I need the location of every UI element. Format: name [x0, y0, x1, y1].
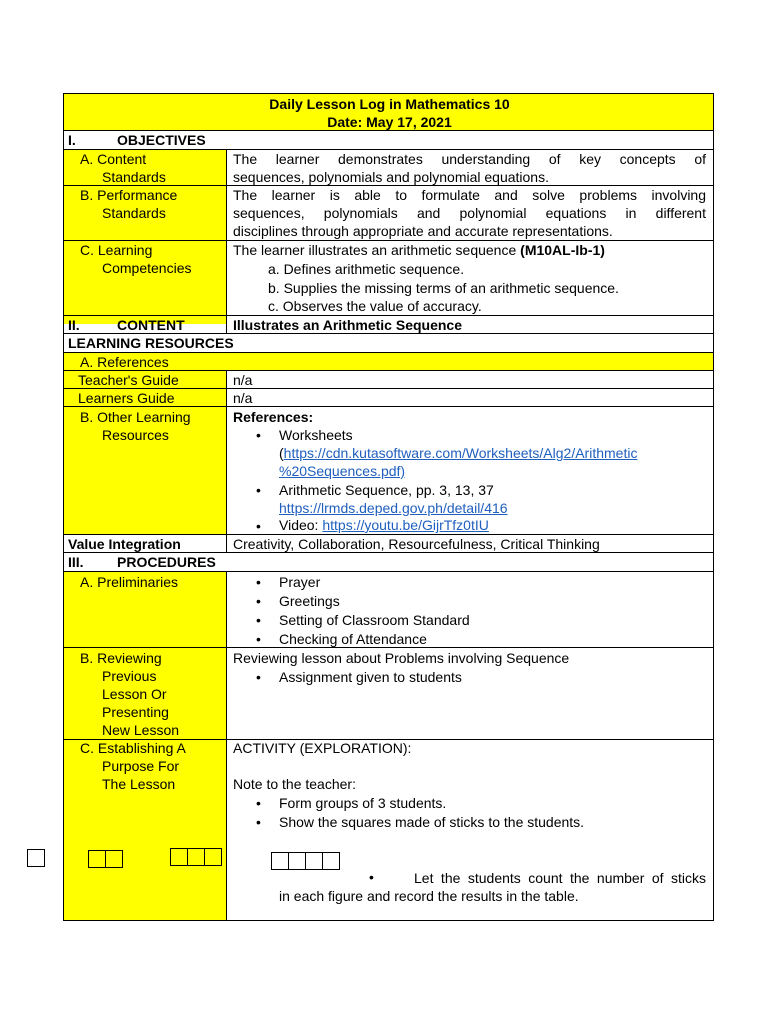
performance-standards-text-1: The learner is able to formulate and solve problems involving — [233, 187, 706, 203]
objectives-heading: OBJECTIVES — [117, 132, 206, 148]
preliminary-item: Greetings — [279, 593, 340, 609]
count-instruction-1: Let the students count the number of sticks — [414, 870, 706, 886]
reviewing-text: Reviewing lesson about Problems involving Sequence — [233, 650, 570, 666]
preliminaries-label: A. Preliminaries — [80, 574, 179, 590]
establishing-item: Show the squares made of sticks to the students. — [279, 814, 585, 830]
content-heading: CONTENT — [117, 317, 185, 333]
learning-resources-heading: LEARNING RESOURCES — [68, 335, 234, 351]
document-date: Date: May 17, 2021 — [327, 114, 452, 130]
figure-squares-2 — [88, 850, 123, 868]
performance-standards-text-2: sequences, polynomials and polynomial equations in different — [233, 205, 706, 221]
procedures-heading: PROCEDURES — [117, 554, 216, 570]
video-label: Video: — [279, 517, 323, 533]
content-standards-label-2: Standards — [102, 169, 166, 185]
objectives-number: I. — [68, 132, 76, 148]
reviewing-label-5: New Lesson — [102, 722, 180, 738]
value-integration-value: Creativity, Collaboration, Resourcefulness, Critical Thinking — [233, 536, 600, 552]
competency-item: b. Supplies the missing terms of an arithmetic sequence. — [268, 280, 619, 296]
value-integration-label: Value Integration — [68, 536, 181, 552]
figure-squares-3 — [170, 848, 222, 866]
worksheets-link[interactable]: https://cdn.kutasoftware.com/Worksheets/Alg2/Arithmetic — [283, 445, 638, 461]
performance-standards-label-2: Standards — [102, 205, 166, 221]
teachers-guide-value: n/a — [233, 372, 253, 388]
book-link[interactable]: https://lrmds.deped.gov.ph/detail/416 — [279, 500, 508, 516]
performance-standards-text-3: disciplines through appropriate and accurate representations. — [233, 223, 613, 239]
bullet-icon: • — [256, 518, 261, 534]
bullet-icon: • — [256, 612, 261, 628]
bullet-icon: • — [256, 593, 261, 609]
bullet-icon: • — [256, 631, 261, 647]
references-label: A. References — [80, 354, 169, 370]
video-reference — [279, 516, 489, 534]
figure-square-1 — [27, 849, 45, 867]
establishing-item: Form groups of 3 students. — [279, 795, 447, 811]
content-standards-label: A. Content — [80, 151, 147, 167]
activity-heading: ACTIVITY (EXPLORATION): — [233, 740, 412, 756]
performance-standards-label: B. Performance — [80, 187, 178, 203]
bullet-icon: • — [256, 482, 261, 498]
establishing-label-3: The Lesson — [102, 776, 176, 792]
competency-item: a. Defines arithmetic sequence. — [268, 261, 465, 277]
document-title: Daily Lesson Log in Mathematics 10 — [269, 96, 510, 112]
reviewing-label-3: Lesson Or — [102, 686, 167, 702]
video-link[interactable]: https://youtu.be/GijrTfz0tIU — [322, 517, 489, 533]
competencies-intro-text: The learner illustrates an arithmetic sequence — [233, 242, 521, 258]
establishing-label-2: Purpose For — [102, 758, 180, 774]
learning-competencies-label: C. Learning — [80, 242, 153, 258]
bullet-icon: • — [256, 669, 261, 685]
reviewing-label: B. Reviewing — [80, 650, 162, 666]
competency-code: (M10AL-Ib-1) — [520, 242, 605, 258]
learners-guide-label: Learners Guide — [78, 390, 175, 406]
worksheets-item: Worksheets — [279, 427, 353, 443]
preliminary-item: Prayer — [279, 574, 321, 590]
reviewing-item: Assignment given to students — [279, 669, 462, 685]
content-number: II. — [68, 317, 80, 333]
book-reference: Arithmetic Sequence, pp. 3, 13, 37 — [279, 482, 494, 498]
competency-item: c. Observes the value of accuracy. — [268, 298, 482, 314]
procedures-number: III. — [68, 554, 84, 570]
bullet-icon: • — [369, 869, 374, 885]
bullet-icon: • — [256, 795, 261, 811]
lesson-log-table — [63, 93, 714, 921]
teacher-note: Note to the teacher: — [233, 776, 356, 792]
references-title: References: — [233, 409, 314, 425]
preliminary-item: Setting of Classroom Standard — [279, 612, 470, 628]
count-instruction-2: in each figure and record the results in the table. — [279, 888, 579, 904]
worksheets-link-line-2[interactable]: %20Sequences.pdf) — [279, 463, 406, 479]
content-standards-text-1: The learner demonstrates understanding of key concepts of — [233, 151, 706, 167]
preliminary-item: Checking of Attendance — [279, 631, 427, 647]
content-value: Illustrates an Arithmetic Sequence — [233, 317, 462, 333]
learning-competencies-label-2: Competencies — [102, 260, 192, 276]
worksheets-link-line-1 — [279, 444, 637, 462]
learning-competencies-intro — [233, 241, 605, 259]
other-resources-label: B. Other Learning — [80, 409, 191, 425]
reviewing-label-4: Presenting — [102, 704, 169, 720]
learners-guide-value: n/a — [233, 390, 253, 406]
reviewing-label-2: Previous — [102, 668, 157, 684]
bullet-icon: • — [256, 574, 261, 590]
bullet-icon: • — [256, 814, 261, 830]
establishing-label: C. Establishing A — [80, 740, 186, 756]
bullet-icon: • — [256, 427, 261, 443]
paren-open: ( — [279, 445, 284, 461]
other-resources-label-2: Resources — [102, 427, 169, 443]
teachers-guide-label: Teacher's Guide — [78, 372, 179, 388]
content-standards-text-2: sequences, polynomials and polynomial equations. — [233, 169, 549, 185]
figure-squares-4 — [271, 852, 340, 870]
